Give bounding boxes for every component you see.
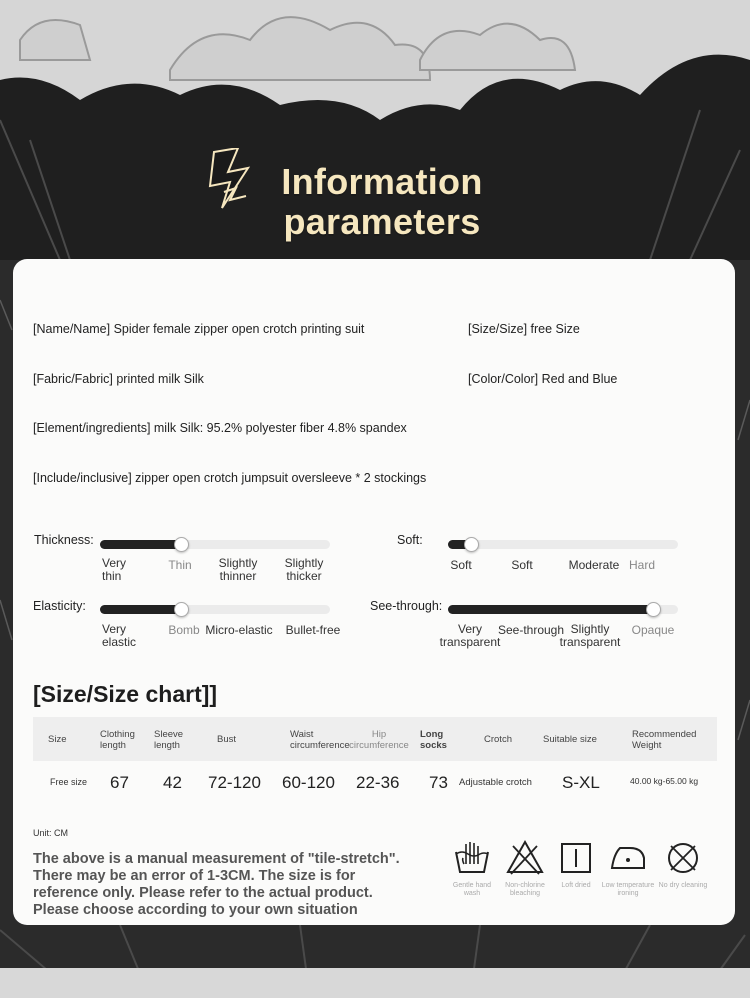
size-chart-cell: 73 (429, 773, 448, 792)
thickness-knob[interactable] (174, 537, 189, 552)
size-chart-header: Recommended Weight (632, 729, 697, 751)
info-name: [Name/Name] Spider female zipper open crotch printing suit (33, 322, 365, 336)
soft-option: Soft (511, 558, 533, 572)
size-chart-header: Bust (217, 734, 237, 745)
title-line-1: Information (281, 161, 483, 202)
hand-wash-icon (452, 838, 492, 878)
soft-option: Soft (450, 558, 472, 572)
size-chart-cell: 40.00 kg-65.00 kg (630, 776, 699, 786)
elasticity-option: Bullet-free (285, 623, 341, 637)
info-card (13, 259, 735, 925)
soft-track[interactable] (448, 540, 678, 549)
care-item (497, 838, 553, 898)
thickness-option: Slightly thicker (284, 556, 324, 583)
elasticity-knob[interactable] (174, 602, 189, 617)
size-chart-header: Long socks (420, 729, 447, 751)
size-chart-header: Hip circumference (349, 729, 409, 751)
elasticity-option: Bomb (168, 623, 200, 637)
seethrough-label: See-through: (370, 599, 443, 613)
size-chart-header: Sleeve length (154, 729, 184, 751)
size-chart-cell: 60-120 (282, 773, 335, 792)
info-element: [Element/ingredients] milk Silk: 95.2% polyester fiber 4.8% spandex (33, 421, 407, 435)
seethrough-option: See-through (497, 623, 565, 637)
size-chart-header: Size (48, 734, 67, 745)
size-chart-header: Clothing length (100, 729, 135, 751)
size-chart-header: Crotch (484, 734, 512, 745)
size-chart-heading: [Size/Size chart]] (33, 681, 218, 707)
care-item (444, 838, 500, 898)
care-label: Gentle hand wash (452, 882, 492, 897)
care-item (600, 838, 656, 898)
thickness-label: Thickness: (34, 533, 94, 547)
size-chart-cell: 42 (163, 773, 182, 792)
lightning-bolt-icon (204, 148, 266, 220)
elasticity-option: Micro-elastic (205, 623, 273, 637)
care-label: Low temperature ironing (601, 882, 655, 897)
no-bleach-icon (505, 838, 545, 878)
seethrough-knob[interactable] (646, 602, 661, 617)
size-chart-cell: 72-120 (208, 773, 261, 792)
line-dry-icon (556, 838, 596, 878)
soft-option: Moderate (568, 558, 620, 572)
elasticity-label: Elasticity: (33, 599, 86, 613)
care-label: No dry cleaning (658, 882, 708, 889)
soft-option: Hard (628, 558, 655, 572)
seethrough-option: Opaque (631, 623, 675, 637)
size-chart-cell: 22-36 (356, 773, 400, 792)
thickness-fill (100, 540, 181, 549)
bottom-floor (0, 968, 750, 998)
seethrough-option: Very transparent (439, 622, 501, 649)
info-size: [Size/Size] free Size (468, 322, 580, 336)
care-item (655, 838, 711, 890)
no-dry-clean-icon (663, 838, 703, 878)
measurement-note: The above is a manual measurement of "tile-stretch". There may be an error of 1-3CM. The size is for reference only. Please refer to the actual product. Please choose according to your own situation (33, 851, 400, 918)
seethrough-fill (448, 605, 653, 614)
size-chart-cell: Adjustable crotch (459, 777, 532, 788)
size-chart-header: Waist circumference (290, 729, 350, 751)
elasticity-option: Very elastic (102, 622, 137, 649)
size-chart-cell: 67 (110, 773, 129, 792)
info-color: [Color/Color] Red and Blue (468, 372, 618, 386)
care-label: Non-chlorine bleaching (505, 882, 545, 897)
page-title (262, 162, 502, 242)
thickness-option: Very thin (102, 556, 127, 583)
iron-low-icon (608, 838, 648, 878)
size-chart-cell: Free size (50, 777, 88, 787)
care-label: Loft dried (561, 882, 591, 889)
thickness-option: Thin (168, 558, 192, 572)
elasticity-fill (100, 605, 181, 614)
title-line-2: parameters (283, 201, 481, 242)
size-chart-header: Suitable size (543, 734, 597, 745)
care-item (548, 838, 604, 890)
size-chart-cell: S-XL (562, 773, 600, 792)
info-fabric: [Fabric/Fabric] printed milk Silk (33, 372, 204, 386)
seethrough-option: Slightly transparent (559, 622, 621, 649)
soft-label: Soft: (397, 533, 423, 547)
thickness-option: Slightly thinner (218, 556, 258, 583)
info-include: [Include/inclusive] zipper open crotch jumpsuit oversleeve * 2 stockings (33, 471, 427, 485)
unit-label: Unit: CM (33, 828, 69, 838)
soft-knob[interactable] (464, 537, 479, 552)
